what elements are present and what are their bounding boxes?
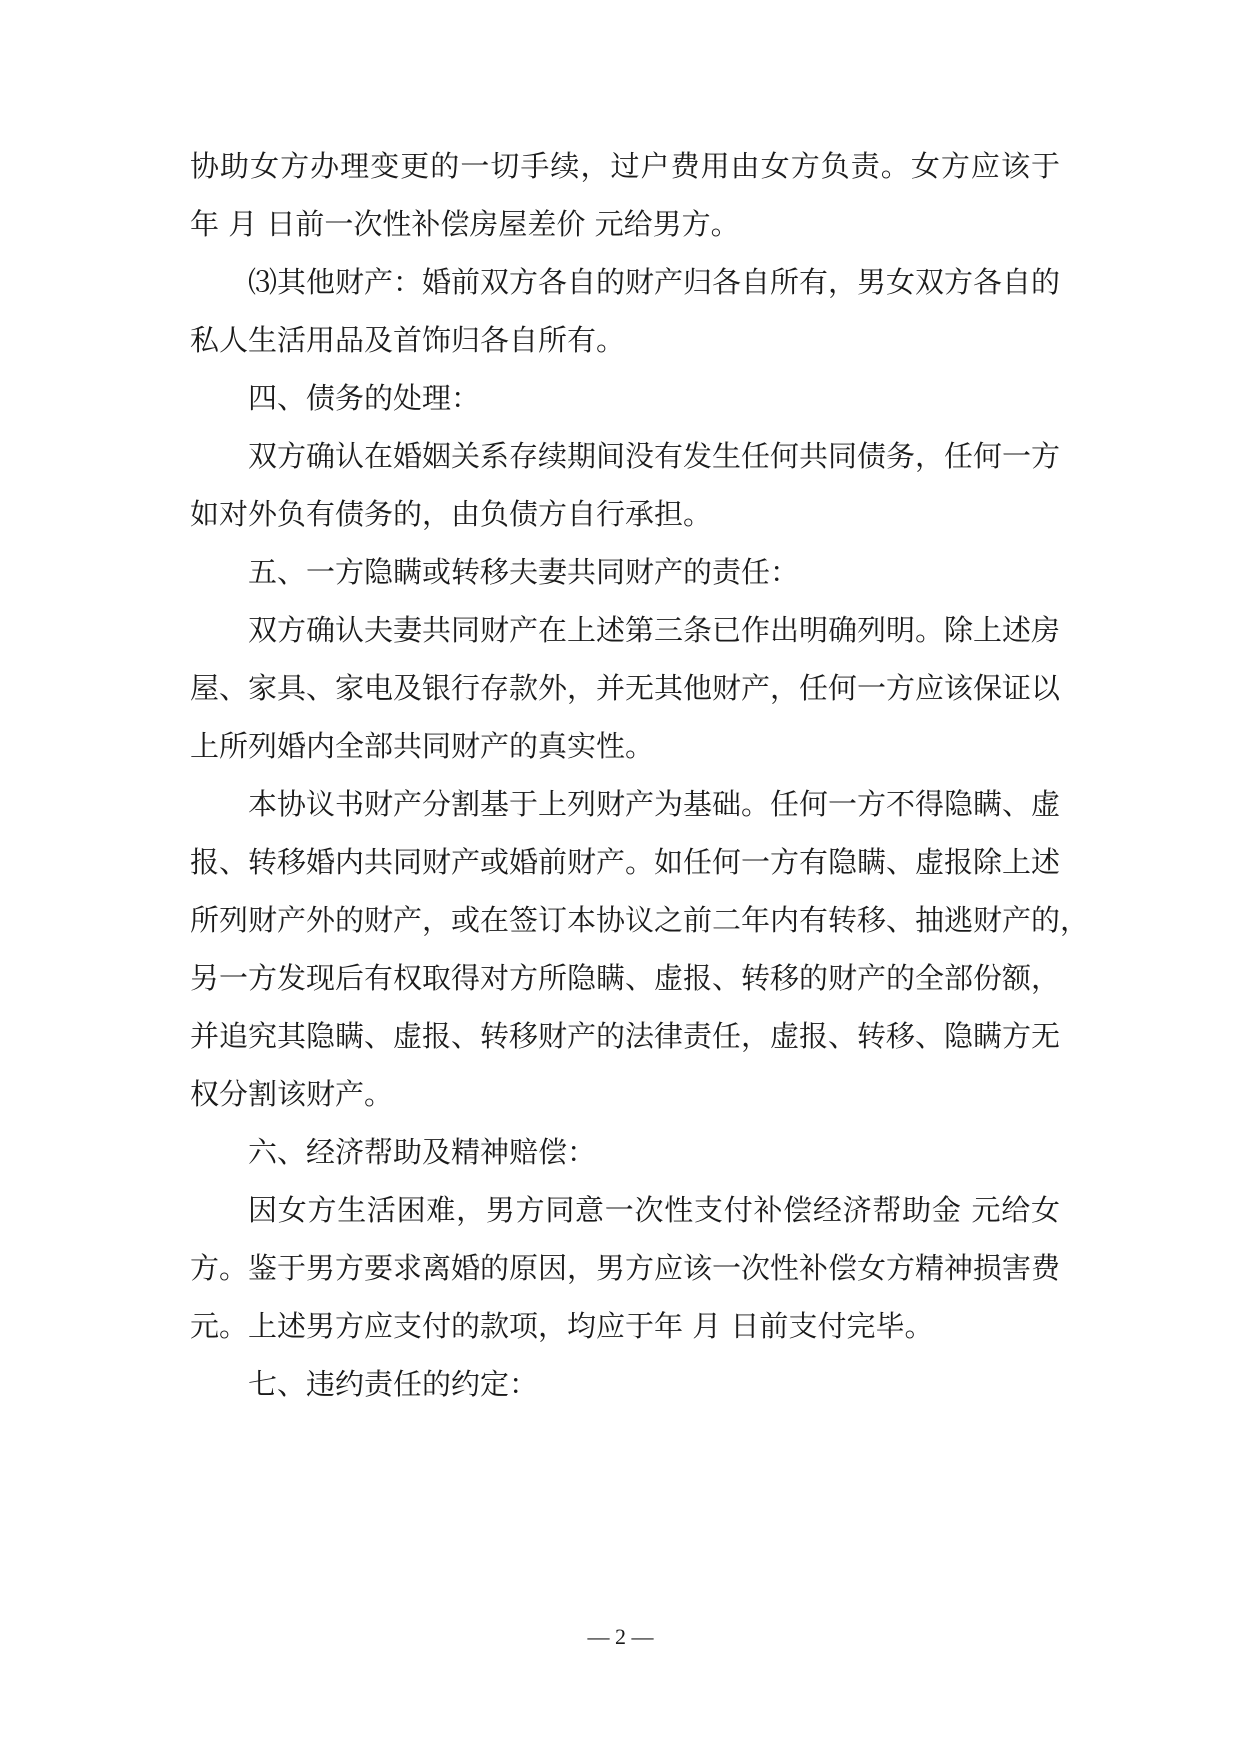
paragraph-line: 双方确认夫妻共同财产在上述第三条已作出明确列明。除上述房 bbox=[248, 613, 1061, 647]
text-line: 如对外负有债务的，由负债方自行承担。 bbox=[190, 497, 713, 531]
text-line: 权分割该财产。 bbox=[190, 1077, 394, 1111]
text-line: 并追究其隐瞒、虚报、转移财产的法律责任，虚报、转移、隐瞒方无 bbox=[190, 1019, 1061, 1053]
section-heading: 四、债务的处理： bbox=[248, 381, 481, 415]
text-line: 上所列婚内全部共同财产的真实性。 bbox=[190, 729, 655, 763]
text-line: 年 月 日前一次性补偿房屋差价 元给男方。 bbox=[190, 207, 740, 241]
section-heading: 五、一方隐瞒或转移夫妻共同财产的责任： bbox=[248, 555, 800, 589]
section-heading: 六、经济帮助及精神赔偿： bbox=[248, 1135, 597, 1169]
text-line: 协助女方办理变更的一切手续，过户费用由女方负责。女方应该于 bbox=[190, 149, 1060, 183]
paragraph-line: 因女方生活困难，男方同意一次性支付补偿经济帮助金 元给女 bbox=[248, 1193, 1060, 1227]
section-heading: 七、违约责任的约定： bbox=[248, 1367, 539, 1401]
text-line: 方。鉴于男方要求离婚的原因，男方应该一次性补偿女方精神损害费 bbox=[190, 1251, 1061, 1285]
text-line: 私人生活用品及首饰归各自所有。 bbox=[190, 323, 626, 357]
text-line: 屋、家具、家电及银行存款外，并无其他财产，任何一方应该保证以 bbox=[190, 671, 1061, 705]
text-line: 元。上述男方应支付的款项，均应于年 月 日前支付完毕。 bbox=[190, 1309, 934, 1343]
text-line: 报、转移婚内共同财产或婚前财产。如任何一方有隐瞒、虚报除上述 bbox=[190, 845, 1061, 879]
page-number: — 2 — bbox=[587, 1624, 654, 1649]
text-line: 所列财产外的财产，或在签订本协议之前二年内有转移、抽逃财产的， bbox=[190, 903, 1090, 937]
paragraph-line: 双方确认在婚姻关系存续期间没有发生任何共同债务，任何一方 bbox=[248, 439, 1061, 473]
paragraph-line: 本协议书财产分割基于上列财产为基础。任何一方不得隐瞒、虚 bbox=[248, 787, 1061, 821]
paragraph-line: ⑶其他财产：婚前双方各自的财产归各自所有，男女双方各自的 bbox=[248, 265, 1061, 299]
text-line: 另一方发现后有权取得对方所隐瞒、虚报、转移的财产的全部份额， bbox=[190, 961, 1061, 995]
